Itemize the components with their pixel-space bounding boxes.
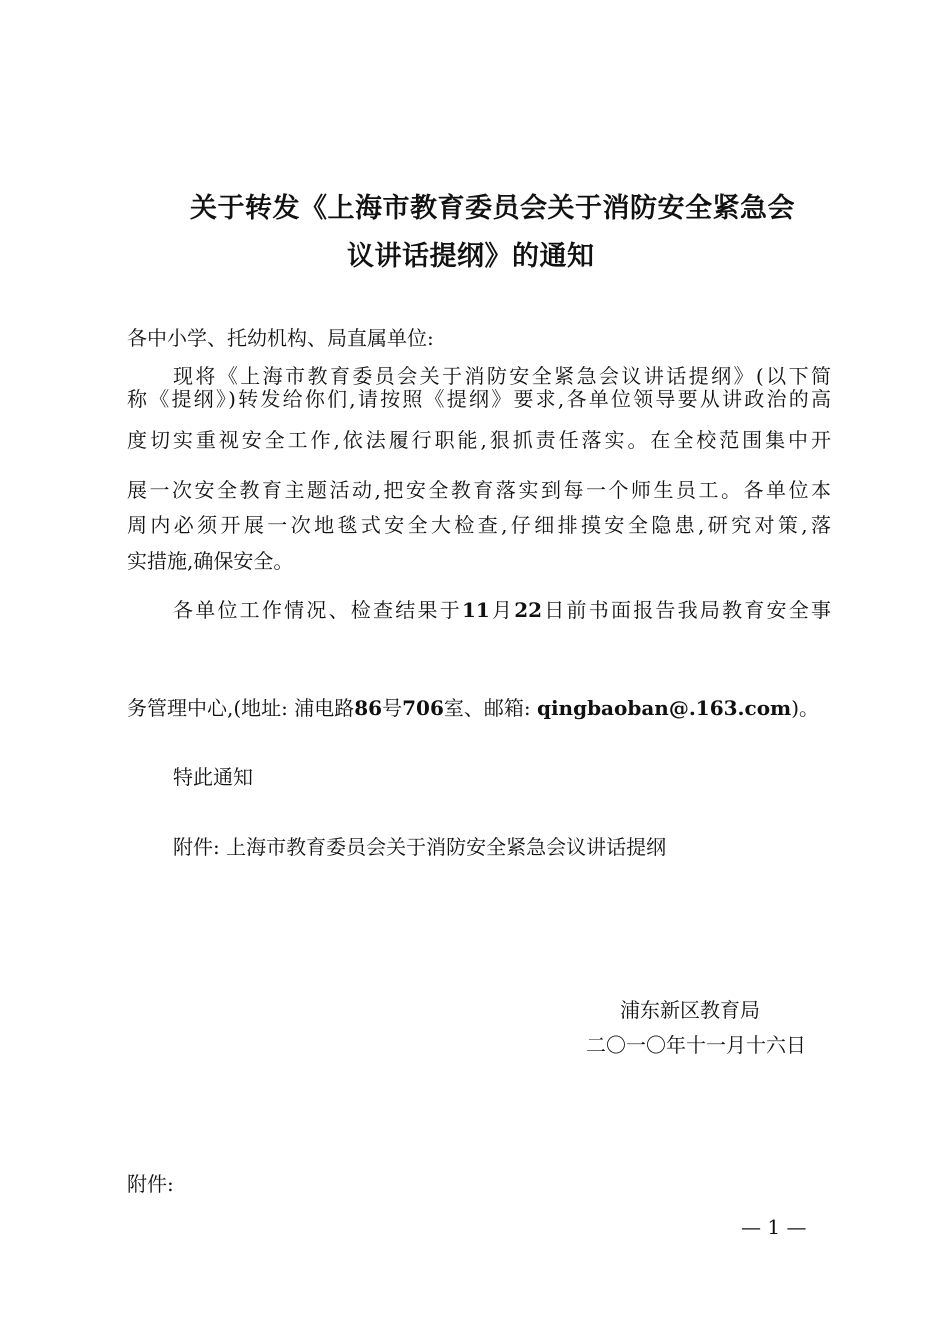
address-hao: 号 bbox=[382, 696, 403, 720]
signature-date: 二〇一〇年十一月十六日 bbox=[586, 1033, 806, 1057]
paragraph-2-line-2 bbox=[127, 693, 831, 723]
paragraph-1-line-1: 现将《上海市教育委员会关于消防安全紧急会议讲话提纲》(以下简 bbox=[173, 364, 831, 388]
notice-closing: 特此通知 bbox=[173, 765, 253, 789]
paragraph-1-line-3: 度切实重视安全工作,依法履行职能,狠抓责任落实。在全校范围集中开 bbox=[127, 428, 831, 452]
room-number: 706 bbox=[402, 696, 444, 720]
attachment-reference: 附件: 上海市教育委员会关于消防安全紧急会议讲话提纲 bbox=[173, 835, 667, 859]
page-number: — 1 — bbox=[741, 1215, 807, 1239]
document-title-line-2: 议讲话提纲》的通知 bbox=[347, 241, 595, 272]
paragraph-1-line-6: 实措施,确保安全。 bbox=[127, 549, 294, 573]
p2-text-a: 各单位工作情况、检查结果于 bbox=[173, 598, 462, 622]
paragraph-1-line-5: 周内必须开展一次地毯式安全大检查,仔细排摸安全隐患,研究对策,落 bbox=[127, 513, 831, 537]
p2-text-b: 月 bbox=[489, 598, 515, 622]
address-suffix: )。 bbox=[791, 696, 820, 720]
address-prefix: 务管理中心,(地址: 浦电路 bbox=[127, 696, 355, 720]
address-number: 86 bbox=[354, 696, 383, 720]
paragraph-2-line-1 bbox=[173, 595, 831, 625]
email-prefix: 室、邮箱: bbox=[443, 696, 531, 720]
paragraph-1-line-2: 称《提纲》)转发给你们,请按照《提纲》要求,各单位领导要从讲政治的高 bbox=[127, 387, 831, 411]
document-title-line-1: 关于转发《上海市教育委员会关于消防安全紧急会 bbox=[190, 193, 795, 224]
signature-organization: 浦东新区教育局 bbox=[620, 998, 760, 1022]
paragraph-1-line-4: 展一次安全教育主题活动,把安全教育落实到每一个师生员工。各单位本 bbox=[127, 478, 831, 502]
deadline-day: 22 bbox=[514, 598, 543, 622]
attachment-label: 附件: bbox=[127, 1172, 174, 1196]
p2-text-c: 日前书面报告我局教育安全事 bbox=[542, 598, 831, 622]
email-address: qingbaoban@.163.com bbox=[536, 696, 792, 720]
deadline-month: 11 bbox=[461, 598, 490, 622]
salutation: 各中小学、托幼机构、局直属单位: bbox=[127, 326, 434, 350]
